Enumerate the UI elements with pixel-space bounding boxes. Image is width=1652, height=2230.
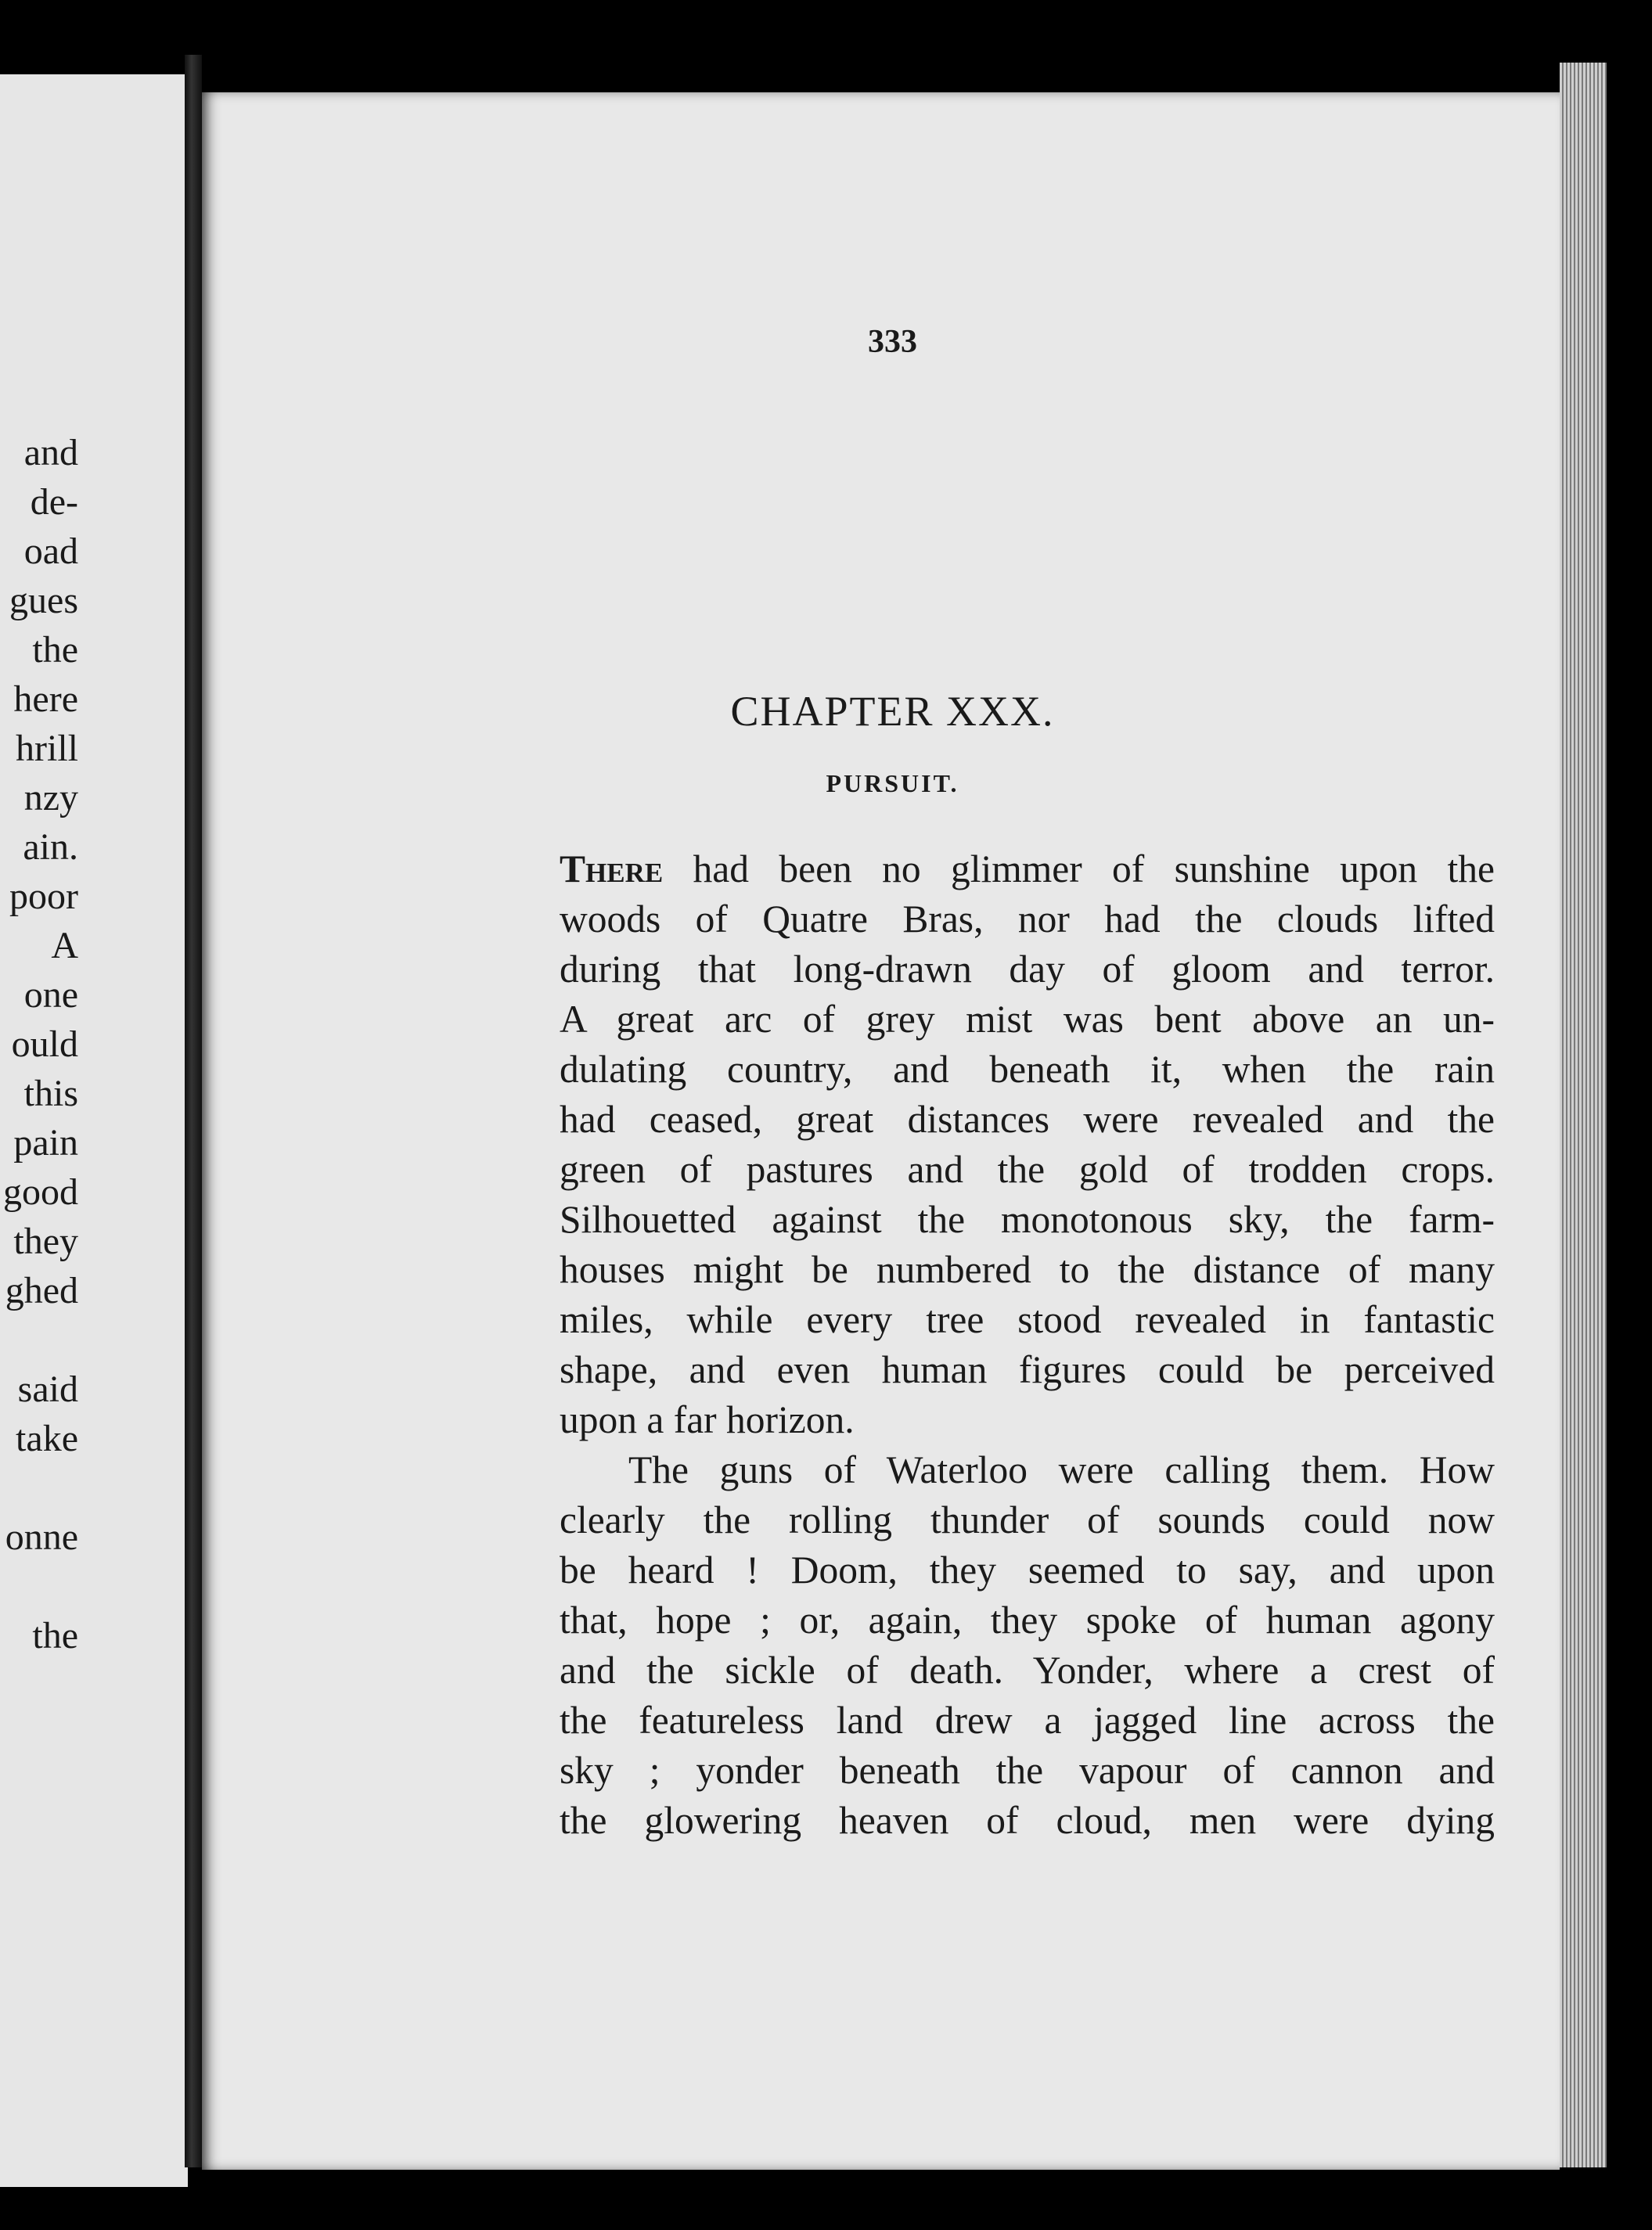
left-fragment: and <box>23 432 78 473</box>
left-fragment: ghed <box>5 1270 78 1311</box>
text-line: woods of Quatre Bras, nor had the clouds lifted <box>560 897 1495 941</box>
left-fragment: hrill <box>16 728 78 769</box>
left-fragment: the <box>32 629 78 671</box>
page-number: 333 <box>868 324 917 360</box>
left-fragment: A <box>51 925 78 966</box>
text-line: during that long-drawn day of gloom and terror. <box>560 948 1495 991</box>
text-line: The guns of Waterloo were calling them. How <box>628 1448 1495 1491</box>
text-line <box>560 847 1495 890</box>
left-fragment: take <box>16 1418 78 1459</box>
text-line: be heard ! Doom, they seemed to say, and upon <box>560 1548 1495 1592</box>
text-line: sky ; yonder beneath the vapour of cannon and <box>560 1749 1495 1792</box>
left-fragment: ain. <box>23 826 78 868</box>
text-line: miles, while every tree stood revealed in fantastic <box>560 1298 1495 1341</box>
text-line: upon a far horizon. <box>560 1398 855 1441</box>
book-gutter <box>185 55 202 2167</box>
page-edges <box>1560 63 1607 2167</box>
text-line: that, hope ; or, again, they spoke of human agony <box>560 1599 1495 1642</box>
text-line: shape, and even human figures could be perceived <box>560 1348 1495 1391</box>
left-fragment: ould <box>11 1023 78 1065</box>
left-fragment: gues <box>9 580 78 621</box>
text-line: Silhouetted against the monotonous sky, the farm- <box>560 1198 1495 1241</box>
text-line: clearly the rolling thunder of sounds could now <box>560 1498 1495 1541</box>
left-fragment: onne <box>5 1516 78 1558</box>
left-fragment: de- <box>30 481 78 523</box>
text-line: had ceased, great distances were revealed and the <box>560 1098 1495 1141</box>
left-fragment: oad <box>23 531 78 572</box>
chapter-title: CHAPTER XXX. <box>730 688 1055 735</box>
left-fragment: this <box>23 1073 78 1114</box>
left-fragment: they <box>13 1221 78 1262</box>
left-fragment: the <box>32 1615 78 1656</box>
text-line-content: had been no glimmer of sunshine upon the <box>663 847 1495 890</box>
drop-word: There <box>560 847 664 890</box>
text-line: A great arc of grey mist was bent above an un- <box>560 998 1495 1041</box>
text-line: houses might be numbered to the distance of many <box>560 1248 1495 1291</box>
left-fragment: pain <box>13 1122 78 1164</box>
previous-page-fragment <box>0 74 188 2187</box>
left-fragment: here <box>13 678 78 720</box>
left-fragment: said <box>17 1369 78 1410</box>
left-fragment: one <box>23 974 78 1016</box>
text-line: dulating country, and beneath it, when the rain <box>560 1048 1495 1091</box>
text-line: the glowering heaven of cloud, men were dying <box>560 1799 1495 1842</box>
text-line: the featureless land drew a jagged line across the <box>560 1699 1495 1742</box>
text-line: and the sickle of death. Yonder, where a crest of <box>560 1649 1495 1692</box>
left-fragment: good <box>3 1171 78 1213</box>
book-page <box>202 92 1560 2170</box>
left-fragment: nzy <box>23 777 78 818</box>
text-line: green of pastures and the gold of trodden crops. <box>560 1148 1495 1191</box>
left-fragment: poor <box>9 876 78 917</box>
chapter-subtitle: PURSUIT. <box>826 769 959 797</box>
